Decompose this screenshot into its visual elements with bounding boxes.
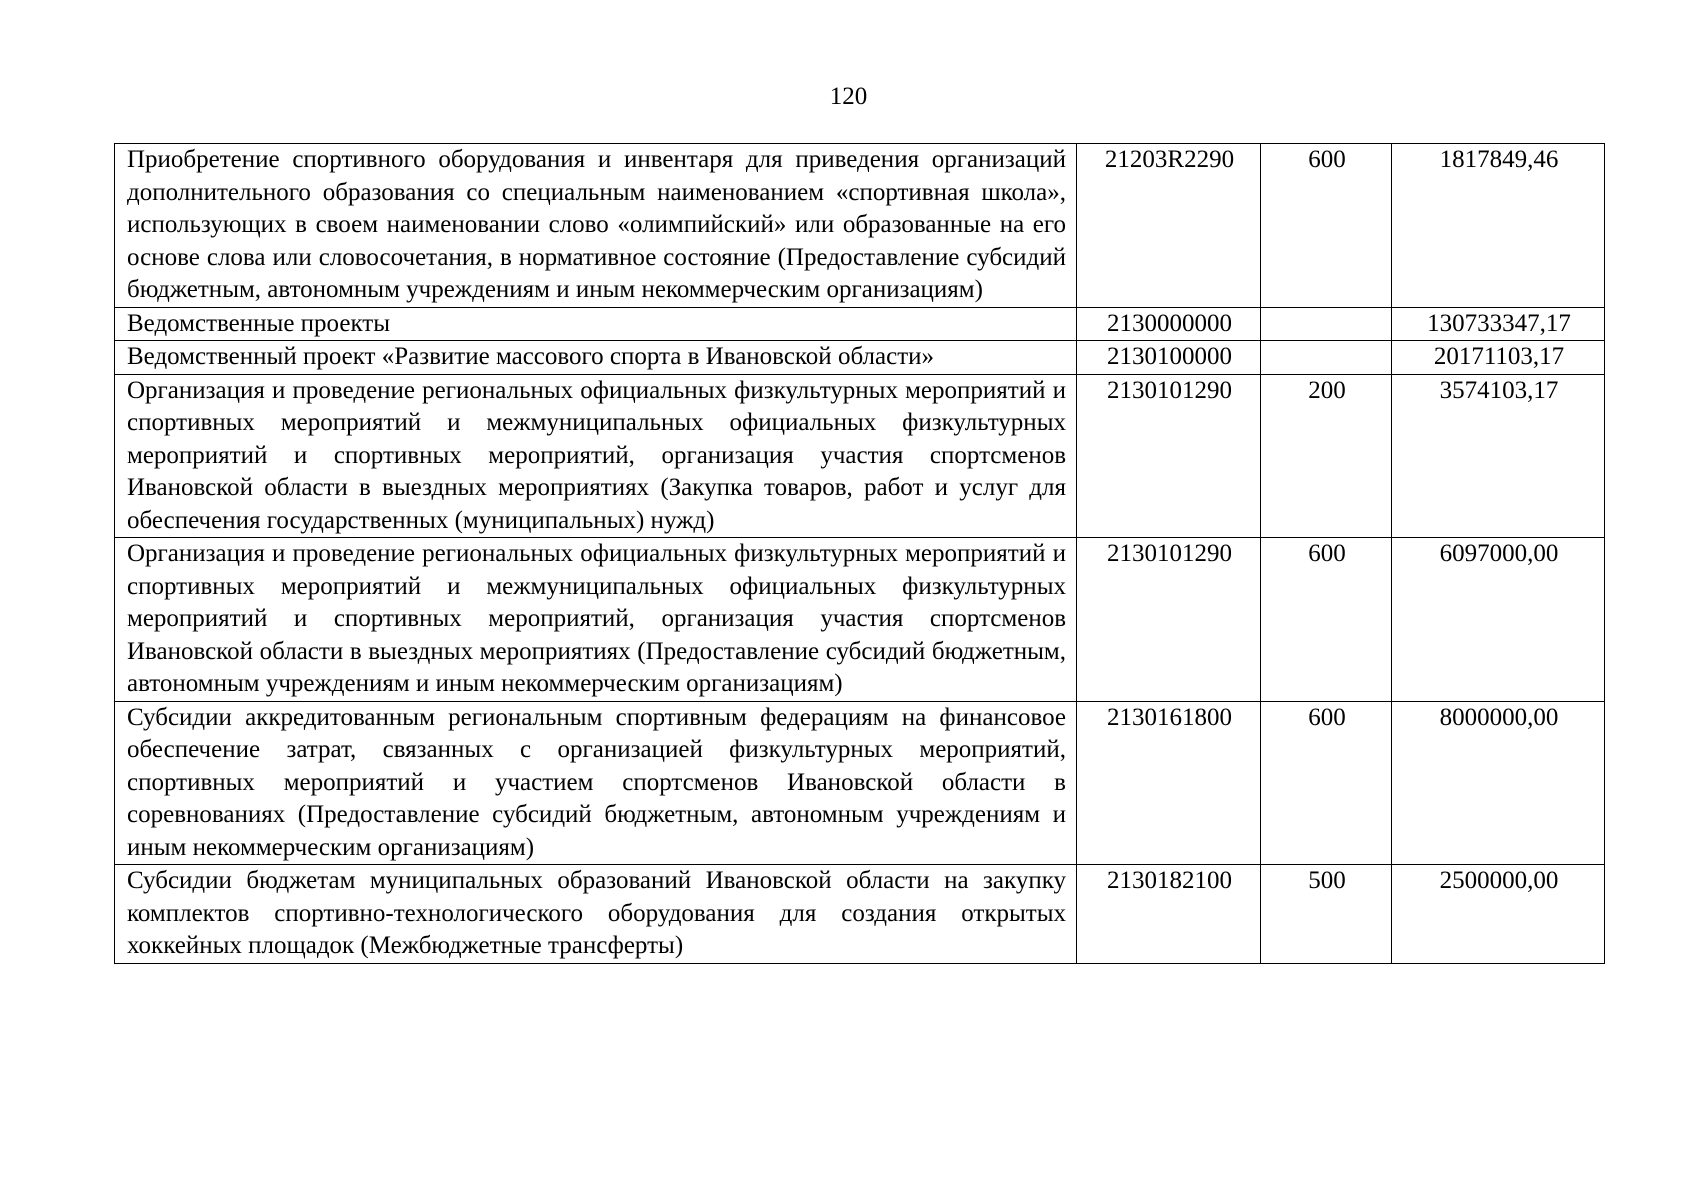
row-amount: 1817849,46 — [1392, 144, 1605, 308]
row-code: 2130161800 — [1077, 701, 1261, 865]
row-expense-type — [1261, 307, 1392, 341]
row-amount: 3574103,17 — [1392, 374, 1605, 538]
row-description: Ведомственный проект «Развитие массового спорта в Ивановской области» — [115, 341, 1077, 375]
row-code: 2130182100 — [1077, 865, 1261, 964]
table-row — [115, 538, 1605, 702]
row-code: 2130000000 — [1077, 307, 1261, 341]
row-amount: 6097000,00 — [1392, 538, 1605, 702]
table-row — [115, 144, 1605, 308]
row-description: Ведомственные проекты — [115, 307, 1077, 341]
table-row — [115, 307, 1605, 341]
row-description: Организация и проведение региональных официальных физкультурных мероприятий и спортивных мероприятий и межмуниципальных официальных физкультурных мероприятий и спортивных мероприятий, организация участия спортсменов Ивановской области в выездных мероприятиях (Предоставление субсидий бюджетным, автономным учреждениям и иным некоммерческим организациям) — [115, 538, 1077, 702]
row-description: Субсидии аккредитованным региональным спортивным федерациям на финансовое обеспечение затрат, связанных с организацией физкультурных мероприятий, спортивных мероприятий и участием спортсменов Ивановской области в соревнованиях (Предоставление субсидий бюджетным, автономным учреждениям и иным некоммерческим организациям) — [115, 701, 1077, 865]
row-amount: 130733347,17 — [1392, 307, 1605, 341]
row-expense-type: 600 — [1261, 144, 1392, 308]
table-row — [115, 374, 1605, 538]
row-code: 2130101290 — [1077, 538, 1261, 702]
row-amount: 8000000,00 — [1392, 701, 1605, 865]
row-description: Организация и проведение региональных официальных физкультурных мероприятий и спортивных мероприятий и межмуниципальных официальных физкультурных мероприятий и спортивных мероприятий, организация участия спортсменов Ивановской области в выездных мероприятиях (Закупка товаров, работ и услуг для обеспечения государственных (муниципальных) нужд) — [115, 374, 1077, 538]
row-amount: 2500000,00 — [1392, 865, 1605, 964]
row-description: Приобретение спортивного оборудования и инвентаря для приведения организаций дополнительного образования со специальным наименованием «спортивная школа», использующих в своем наименовании слово «олимпийский» или образованные на его основе слова или словосочетания, в нормативное состояние (Предоставление субсидий бюджетным, автономным учреждениям и иным некоммерческим организациям) — [115, 144, 1077, 308]
row-amount: 20171103,17 — [1392, 341, 1605, 375]
row-code: 21203R2290 — [1077, 144, 1261, 308]
row-code: 2130100000 — [1077, 341, 1261, 375]
row-description: Субсидии бюджетам муниципальных образований Ивановской области на закупку комплектов спортивно-технологического оборудования для создания открытых хоккейных площадок (Межбюджетные трансферты) — [115, 865, 1077, 964]
row-expense-type: 200 — [1261, 374, 1392, 538]
table-row — [115, 341, 1605, 375]
row-expense-type: 600 — [1261, 701, 1392, 865]
page-number: 120 — [829, 83, 868, 110]
row-code: 2130101290 — [1077, 374, 1261, 538]
budget-table — [114, 143, 1605, 964]
table-row — [115, 865, 1605, 964]
table-row — [115, 701, 1605, 865]
row-expense-type: 500 — [1261, 865, 1392, 964]
row-expense-type — [1261, 341, 1392, 375]
row-expense-type: 600 — [1261, 538, 1392, 702]
